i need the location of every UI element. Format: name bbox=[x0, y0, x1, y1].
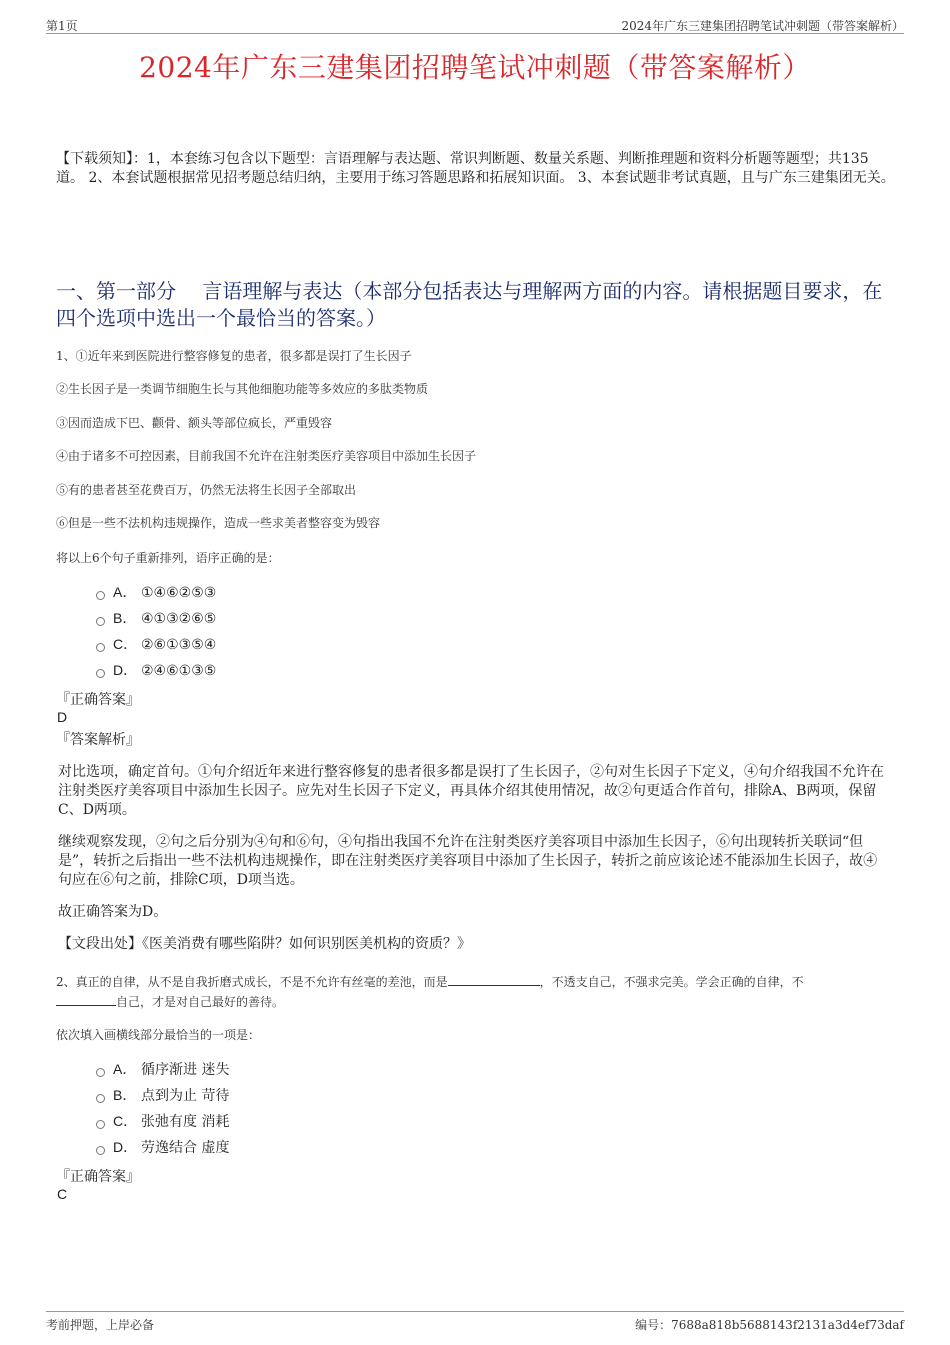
q1-instruction: 将以上6个句子重新排列，语序正确的是： bbox=[56, 551, 280, 565]
page-number: 第1页 bbox=[46, 19, 78, 33]
q1-analysis-conclusion: 故正确答案为D。 bbox=[58, 904, 168, 920]
option-text: 点到为止 苛待 bbox=[141, 1088, 230, 1104]
option-letter: D． bbox=[113, 662, 138, 678]
radio-icon[interactable] bbox=[96, 1146, 105, 1155]
option-text: ②④⑥①③⑤ bbox=[141, 663, 217, 679]
q2-blank-2 bbox=[56, 994, 116, 1006]
q2-stem-part-1: 2、真正的自律，从不是自我折磨式成长，不是不允许有丝毫的差池，而是 bbox=[56, 975, 448, 989]
q1-line-5: ⑤有的患者甚至花费百万，仍然无法将生长因子全部取出 bbox=[56, 483, 357, 497]
q1-option-d[interactable] bbox=[96, 660, 216, 680]
q2-option-c[interactable] bbox=[96, 1111, 229, 1131]
q2-option-b[interactable] bbox=[96, 1085, 229, 1105]
q1-analysis-para-1: 对比选项，确定首句。①句介绍近年来进行整容修复的患者很多都是误打了生长因子，②句对生长因子下定义，④句介绍我国不允许在注射类医疗美容项目中添加生长因子。应先对生长因子下定义，再具体介绍其使用情况，故②句更适合作首句，排除A、B两项，保留C、D两项。 bbox=[58, 764, 884, 818]
q1-line-2: ②生长因子是一类调节细胞生长与其他细胞功能等多效应的多肽类物质 bbox=[56, 382, 429, 396]
q1-line-6: ⑥但是一些不法机构违规操作，造成一些求美者整容变为毁容 bbox=[56, 516, 381, 530]
option-text: 劳逸结合 虚度 bbox=[141, 1140, 230, 1156]
q2-blank-1 bbox=[448, 974, 540, 986]
page-footer bbox=[46, 1311, 904, 1331]
option-text: 张弛有度 消耗 bbox=[141, 1114, 230, 1130]
radio-icon[interactable] bbox=[96, 643, 105, 652]
option-text: ②⑥①③⑤④ bbox=[141, 637, 217, 653]
q1-line-3: ③因而造成下巴、颧骨、额头等部位疯长，严重毁容 bbox=[56, 416, 333, 430]
q1-analysis-label: 『答案解析』 bbox=[56, 732, 140, 748]
footer-doc-id: 编号：7688a818b5688143f2131a3d4ef73daf bbox=[635, 1318, 904, 1332]
q1-line-4: ④由于诸多不可控因素，目前我国不允许在注射类医疗美容项目中添加生长因子 bbox=[56, 449, 477, 463]
q1-analysis-para-2: 继续观察发现，②句之后分别为④句和⑥句，④句指出我国不允许在注射类医疗美容项目中添加生长因子，⑥句出现转折关联词“但是”，转折之后指出一些不法机构违规操作，即在注射类医疗美容项目中添加了生长因子，转折之前应该论述不能添加生长因子，故④句应在⑥句之前，排除C项，D项当选。 bbox=[58, 834, 878, 888]
q1-answer-label: 『正确答案』 bbox=[56, 692, 140, 708]
q1-source: 【文段出处】《医美消费有哪些陷阱？如何识别医美机构的资质？》 bbox=[58, 936, 471, 952]
q2-option-a[interactable] bbox=[96, 1059, 229, 1079]
q2-stem-part-2: ，不透支自己，不强求完美。学会正确的自律，不 bbox=[539, 975, 804, 989]
page-header bbox=[46, 14, 904, 34]
q1-option-c[interactable] bbox=[96, 634, 216, 654]
option-letter: D． bbox=[113, 1139, 138, 1155]
option-text: ①④⑥②⑤③ bbox=[141, 585, 217, 601]
q2-answer-label: 『正确答案』 bbox=[56, 1169, 140, 1185]
radio-icon[interactable] bbox=[96, 617, 105, 626]
option-text: ④①③②⑥⑤ bbox=[141, 611, 217, 627]
radio-icon[interactable] bbox=[96, 591, 105, 600]
option-letter: A． bbox=[113, 1061, 137, 1077]
q2-answer-value: C bbox=[57, 1186, 68, 1202]
radio-icon[interactable] bbox=[96, 1094, 105, 1103]
footer-slogan: 考前押题，上岸必备 bbox=[46, 1318, 155, 1332]
radio-icon[interactable] bbox=[96, 669, 105, 678]
q2-instruction: 依次填入画横线部分最恰当的一项是： bbox=[56, 1028, 261, 1042]
q2-stem bbox=[56, 972, 896, 1012]
document-title: 2024年广东三建集团招聘笔试冲刺题（带答案解析） bbox=[139, 51, 811, 84]
section-title: 一、第一部分 言语理解与表达（本部分包括表达与理解两方面的内容。请根据题目要求，在四个选项中选出一个最恰当的答案。） bbox=[56, 279, 883, 330]
download-notice: 【下载须知】：1，本套练习包含以下题型：言语理解与表达题、常识判断题、数量关系题、判断推理题和资料分析题等题型；共135道。 2、本套试题根据常见招考题总结归纳，主要用于练习答题思路和拓展知识面。 3、本套试题非考试真题，且与广东三建集团无关。 bbox=[56, 151, 895, 186]
q2-stem-part-3: 自己，才是对自己最好的善待。 bbox=[116, 995, 285, 1009]
option-letter: C． bbox=[113, 636, 138, 652]
q1-line-1: 1、①近年来到医院进行整容修复的患者，很多都是误打了生长因子 bbox=[56, 349, 412, 363]
q1-option-a[interactable] bbox=[96, 582, 216, 602]
option-letter: A． bbox=[113, 584, 137, 600]
radio-icon[interactable] bbox=[96, 1068, 105, 1077]
option-text: 循序渐进 迷失 bbox=[141, 1062, 230, 1078]
q1-option-b[interactable] bbox=[96, 608, 216, 628]
q2-option-d[interactable] bbox=[96, 1137, 229, 1157]
option-letter: B． bbox=[113, 1087, 137, 1103]
q1-answer-value: D bbox=[57, 709, 68, 725]
option-letter: B． bbox=[113, 610, 137, 626]
option-letter: C． bbox=[113, 1113, 138, 1129]
radio-icon[interactable] bbox=[96, 1120, 105, 1129]
header-doc-title: 2024年广东三建集团招聘笔试冲刺题（带答案解析） bbox=[621, 19, 904, 33]
